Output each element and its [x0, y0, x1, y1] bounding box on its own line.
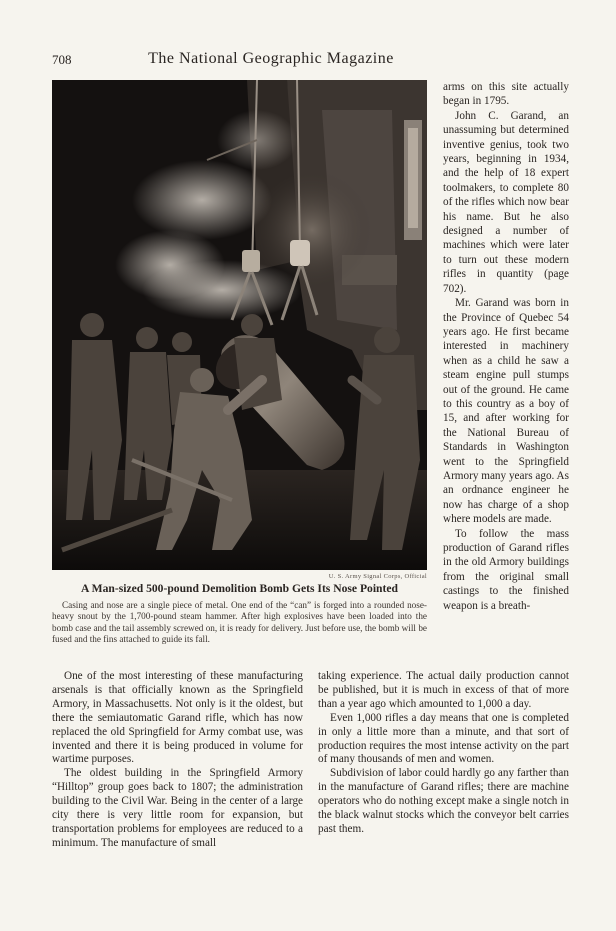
paragraph: The oldest building in the Springfield Armory “Hilltop” group goes back to 1807; the administration building to the Civil War. Being in the center of a large city there is very little room for expansion, but transportation problems for employees are reduced to a minimum. The manufacture of small	[52, 767, 303, 849]
paragraph: John C. Garand, an unassuming but determined inventive genius, took two years, beginning in 1934, and the help of 18 expert toolmakers, to complete 80 of the rifles which now bear his name. But he also designed a number of machines which were later to turn out these modern rifles in quantity (page 702).	[443, 109, 569, 295]
paragraph: One of the most interesting of these manufacturing arsenals is that officially known as the Springfield Armory, in Massachusetts. Not only is it the oldest, but there the semiautomatic Garand rifle, which has now replaced the old Springfield for Army combat use, was invented and there it is being produced in volume for wartime purposes.	[52, 670, 303, 766]
article-column-left	[52, 670, 303, 851]
caption-title: A Man-sized 500-pound Demolition Bomb Gets Its Nose Pointed	[81, 582, 398, 595]
bomb-forging-photo	[52, 80, 427, 570]
caption-body: Casing and nose are a single piece of metal. One end of the “can” is forged into a rounded nose-heavy snout by the 1,700-pound steam hammer. After high explosives have been loaded into the bomb case and the tail assembly screwed on, it is ready for delivery. Just before use, the bomb will be fused and the fins attached to guide its fall.	[52, 600, 427, 644]
article-column-right	[443, 80, 569, 613]
paragraph: taking experience. The actual daily production cannot be published, but it is much in excess of that of more than a year ago which amounted to 1,000 a day.	[318, 670, 569, 710]
photo-illustration	[52, 80, 427, 570]
paragraph: To follow the mass production of Garand rifles in the old Armory buildings from the original small castings to the finished weapon is a breath-	[443, 527, 569, 612]
running-title: The National Geographic Magazine	[148, 50, 394, 67]
paragraph: Mr. Garand was born in the Province of Quebec 54 years ago. He first became interested in machinery when as a child he saw a steam engine pull stumps out of the ground. He came to this country as a boy of 15, and after working for the National Bureau of Standards in Washington went to the Springfield Armory many years ago. As an ordnance engineer he now has charge of a shop where models are made.	[443, 297, 569, 526]
paragraph: Even 1,000 rifles a day means that one is completed in only a little more than a minute, and that sort of production requires the most intense activity on the part of many thousands of men and women.	[318, 711, 569, 766]
page-header	[52, 52, 430, 70]
paragraph: Subdivision of labor could hardly go any farther than in the manufacture of Garand rifles; there are machine operators who do nothing except make a single notch in the black walnut stocks which the conveyor belt carries past them.	[318, 767, 569, 835]
article-column-middle	[318, 670, 569, 837]
photo-credit: U. S. Army Signal Corps, Official	[328, 573, 427, 580]
page-number: 708	[52, 52, 72, 67]
paragraph: arms on this site actually began in 1795.	[443, 81, 569, 108]
